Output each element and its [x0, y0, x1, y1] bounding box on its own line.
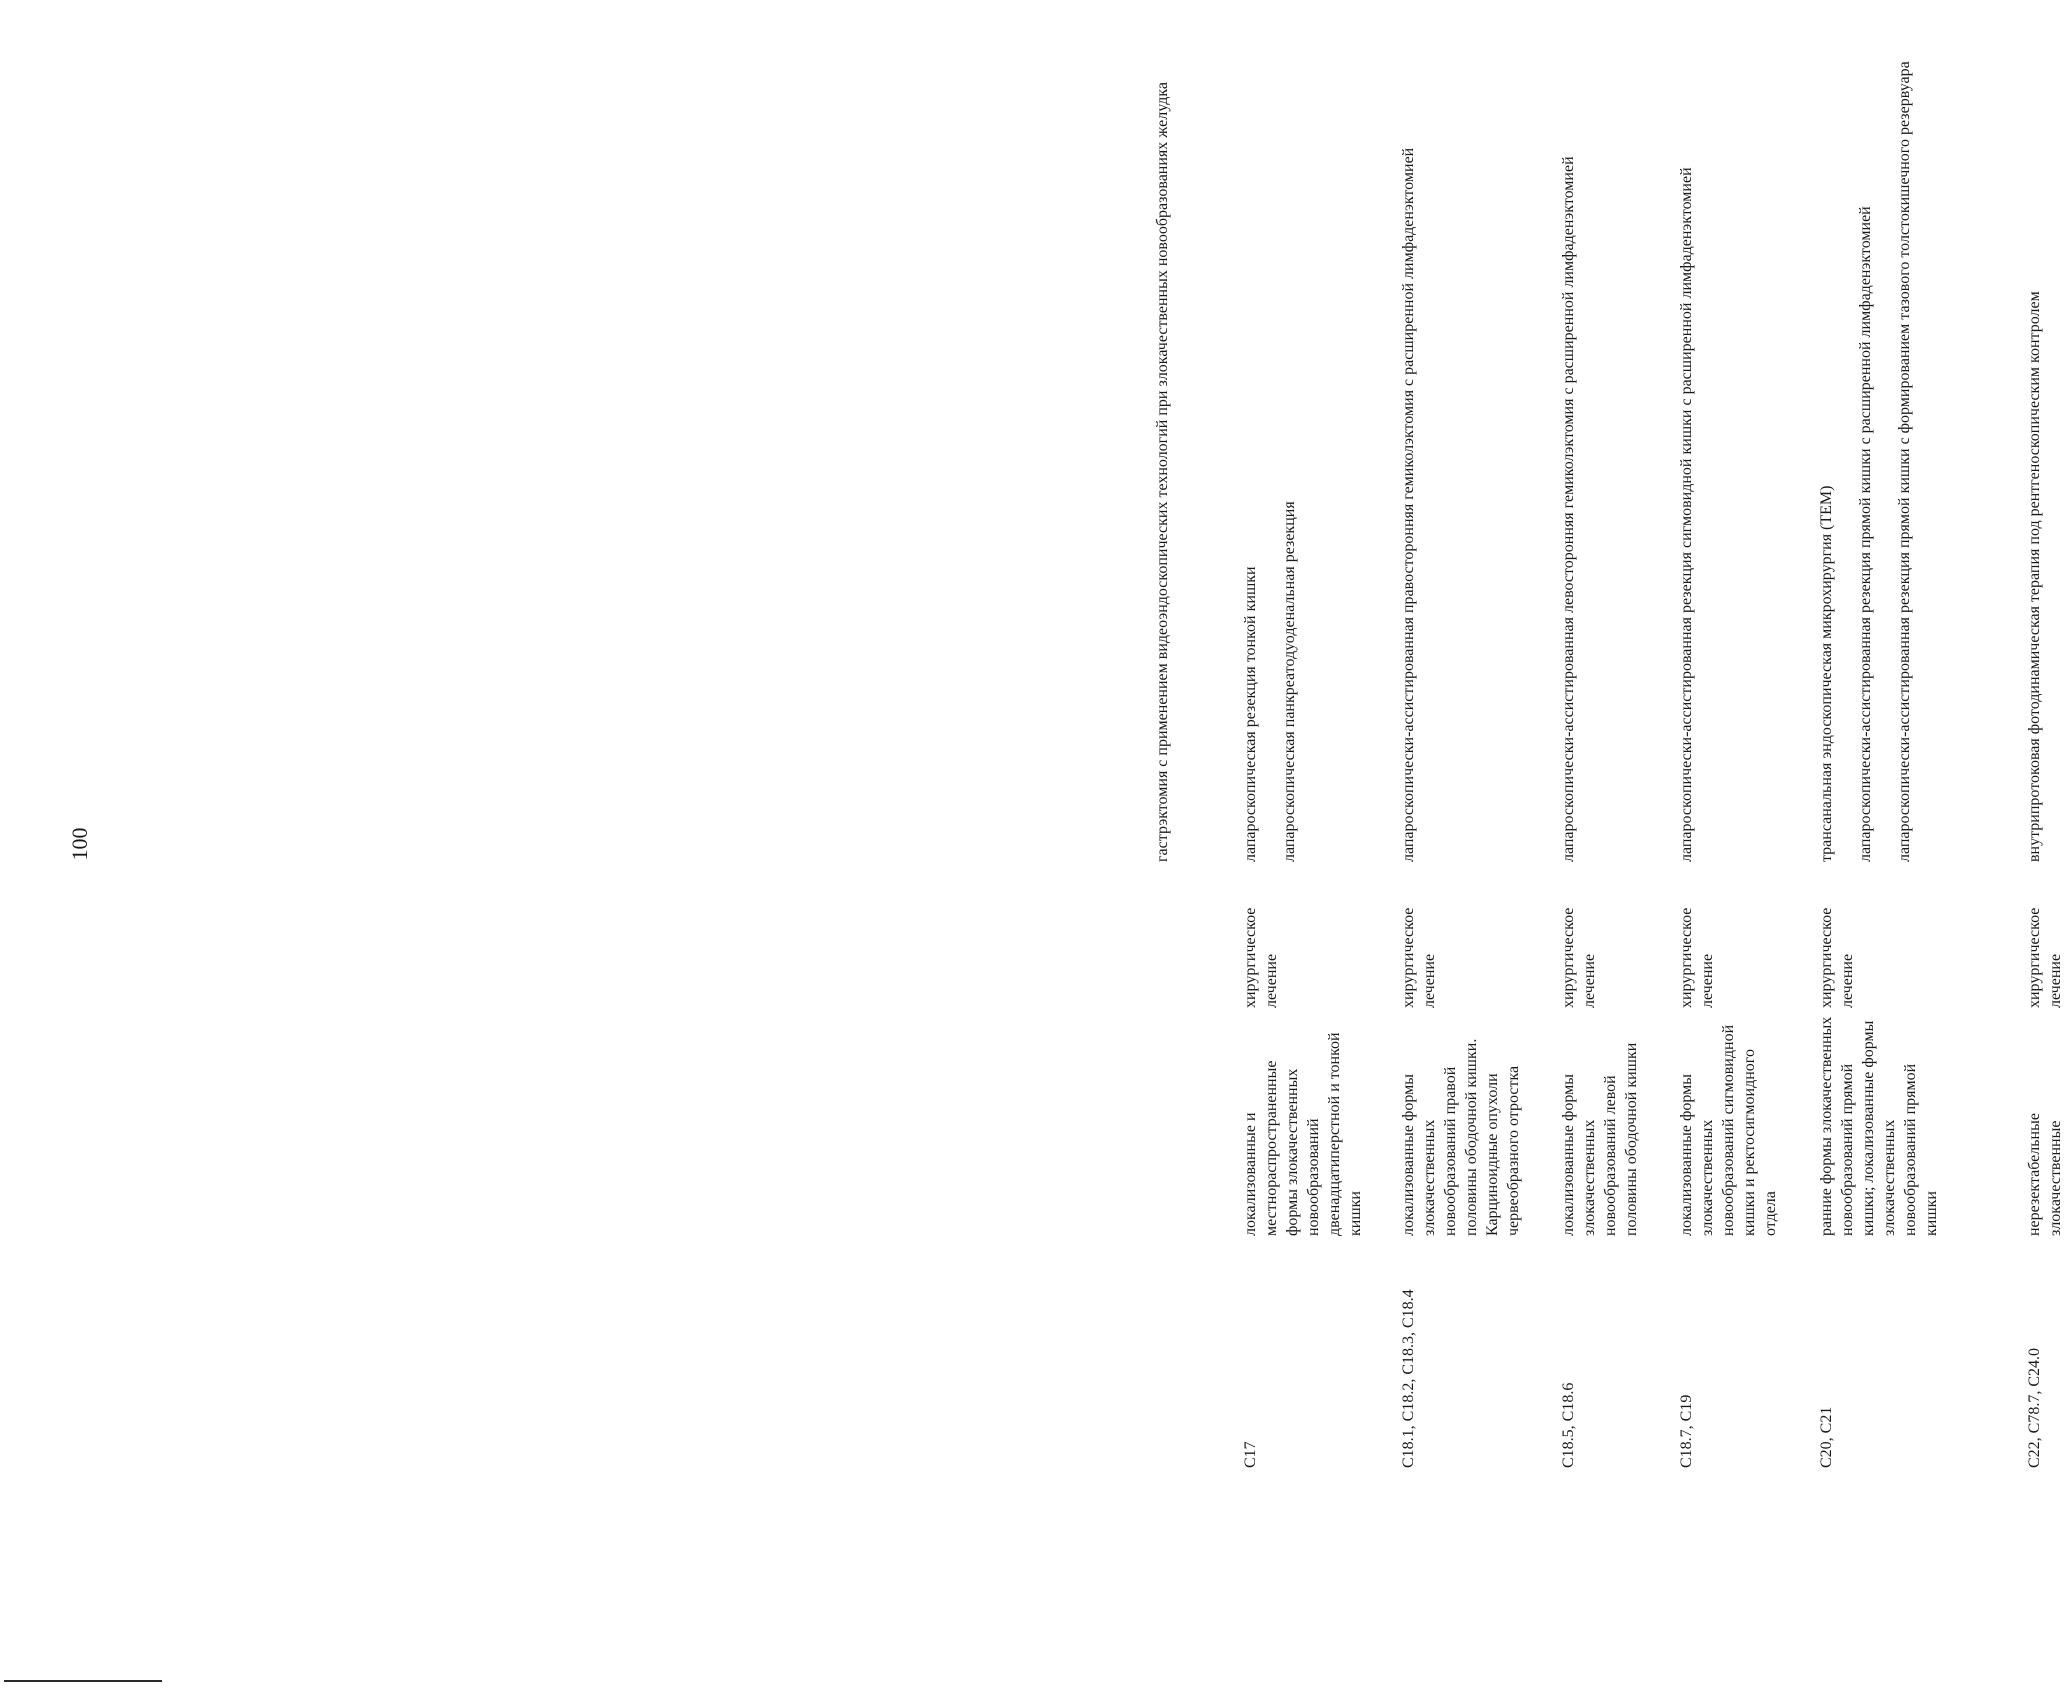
- procedures-cell: [1240, 2, 1300, 862]
- table-row: [1816, 2, 1942, 1468]
- table-row: [1152, 2, 1173, 1468]
- treatment-cell: хирургическое лечение: [1818, 907, 1856, 1008]
- page-number: 100: [67, 827, 92, 861]
- treatment-cell: хирургическое лечение: [1678, 907, 1716, 1008]
- procedures-cell: [1816, 2, 1915, 862]
- procedures-cell: [1152, 2, 1173, 862]
- procedure-item: гастрэктомия с применением видеоэндоскопических технологий при злокачественных новообразованиях желудка: [1154, 82, 1171, 862]
- icd-code-cell: C18.7, C19: [1678, 1394, 1695, 1468]
- treatment-cell: хирургическое лечение: [1242, 907, 1280, 1008]
- table-row: [1676, 2, 1781, 1468]
- diagnosis-cell: нерезектабельные злокачественные: [2026, 1113, 2064, 1236]
- table-row: [2024, 2, 2066, 1468]
- procedure-item: лапароскопически-ассистированная резекция сигмовидной кишки с расширенной лимфаденэктомией: [1678, 167, 1695, 862]
- diagnosis-cell: локализованные и местнораспространенные формы злокачественных новообразований двенадцатиперстной и тонкой кишки: [1242, 1032, 1364, 1236]
- treatment-cell: хирургическое лечение: [1400, 907, 1438, 1008]
- procedure-item: трансанальная эндоскопическая микрохирургия (ТЕМ): [1818, 485, 1835, 862]
- procedures-cell: [1398, 2, 1419, 862]
- table-row: [1558, 2, 1642, 1468]
- procedure-item: лапароскопически-ассистированная резекция прямой кишки с расширенной лимфаденэктомией: [1857, 206, 1874, 862]
- procedures-cell: [1558, 2, 1579, 862]
- icd-code-cell: C18.5, C18.6: [1560, 1382, 1577, 1468]
- icd-code-cell: C20, C21: [1818, 1406, 1835, 1468]
- procedure-item: лапароскопически-ассистированная левосторонняя гемиколэктомия с расширенной лимфаденэктомией: [1560, 156, 1577, 862]
- diagnosis-cell: локализованные формы злокачественных новообразований сигмовидной кишки и ректосигмоидного отдела: [1678, 1024, 1779, 1236]
- procedure-item: внутрипротоковая фотодинамическая терапия под рентгеноскопическим контролем: [2026, 291, 2043, 862]
- procedure-item: лапароскопическая панкреатодуоденальная резекция: [1281, 501, 1298, 862]
- procedure-item: лапароскопически-ассистированная резекция прямой кишки с формированием тазового толстокишечного резервуара: [1896, 61, 1913, 862]
- diagnosis-cell: ранние формы злокачественных новообразований прямой кишки; локализованные формы злокачественных новообразований прямой кишки: [1818, 1016, 1940, 1236]
- table-row: [1398, 2, 1524, 1468]
- procedure-item: лапароскопически-ассистированная правосторонняя гемиколэктомия с расширенной лимфаденэктомией: [1400, 147, 1417, 862]
- table-row: [1240, 2, 1366, 1468]
- procedures-cell: [1676, 2, 1697, 862]
- procedures-cell: [2024, 2, 2045, 862]
- treatment-cell: хирургическое лечение: [2026, 907, 2064, 1008]
- treatment-cell: хирургическое лечение: [1560, 907, 1598, 1008]
- footnote-rule: [4, 1680, 162, 1682]
- procedure-item: лапароскопическая резекция тонкой кишки: [1242, 566, 1259, 862]
- icd-code-cell: C22, C78.7, C24.0: [2026, 1347, 2043, 1468]
- diagnosis-cell: локализованные формы злокачественных новообразований левой половины ободочной кишки: [1560, 1042, 1640, 1236]
- icd-code-cell: C17: [1242, 1441, 1259, 1468]
- icd-code-cell: C18.1, C18.2, C18.3, C18.4: [1400, 1289, 1417, 1468]
- diagnosis-cell: локализованные формы злокачественных новообразований правой половины ободочной кишки. Карциноидные опухоли червеобразного отростка: [1400, 1038, 1522, 1236]
